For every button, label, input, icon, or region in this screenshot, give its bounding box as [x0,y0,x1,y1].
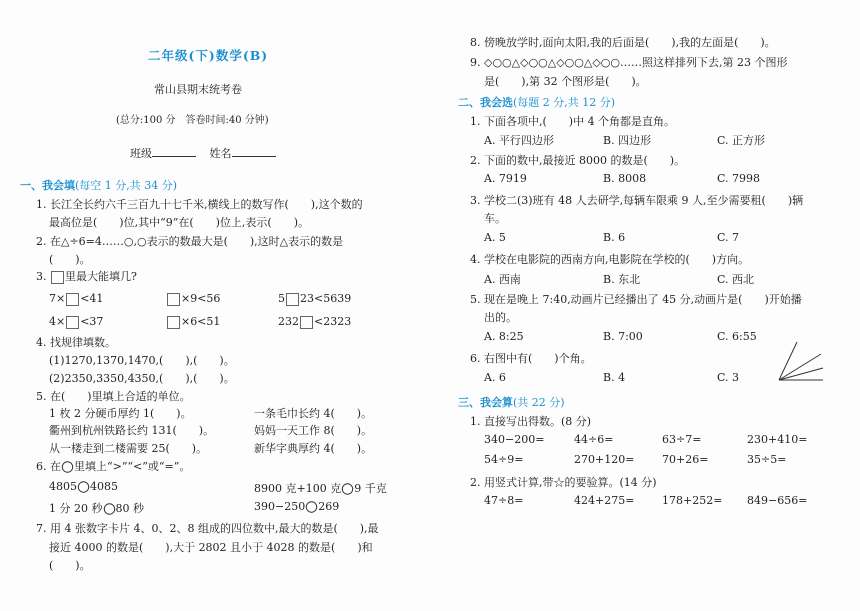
section1-heading [20,177,177,193]
q4-line1: (1)1270,1370,1470,( ),( )。 [49,354,235,367]
choice6-c[interactable]: C. 3 [717,371,740,384]
q3-item-b1: ×9<56 [166,292,220,306]
calc1-r2-4: 35÷5= [747,453,787,466]
answer-box[interactable] [66,293,79,306]
q8-text: 8. 傍晚放学时,面向太阳,我的后面是( ),我的左面是( )。 [470,36,776,49]
q3-item-b2: ×6<51 [166,315,220,329]
q2-line2: ( )。 [49,253,91,266]
calc1-r2-3: 70+26= [662,453,709,466]
q3-item-c1: 5 23<5639 [278,292,352,305]
q1-line1: 1. 长江全长约六千三百九十七千米,横线上的数写作( ),这个数的 [36,198,363,211]
q6-item-d: 390−250 269 [254,500,340,513]
answer-box[interactable] [300,316,313,329]
answer-box[interactable] [167,316,180,329]
calc2-4: 849−656= [747,494,808,507]
exam-info: (总分:100 分 答卷时间:40 分钟) [116,115,269,126]
q3-text: 里最大能填几? [65,270,137,283]
class-label: 班级 [130,147,152,160]
choice2-a[interactable]: A. 7919 [484,172,527,185]
q5-c: 衢州到杭州铁路长约 131( )。 [49,424,215,437]
q9-line1: 9. ◇○○△◇○○△◇○○△◇○○……照这样排列下去,第 23 个图形 [470,56,788,69]
q5-title: 5. 在( )里填上合适的单位。 [36,390,191,403]
q3-item-a1: 7× <41 [49,292,104,305]
calc1-r1-2: 44÷6= [574,433,614,446]
q3-number: 3. [36,270,47,283]
choice3-line1: 3. 学校二(3)班有 48 人去研学,每辆车限乘 9 人,至少需要租( )辆 [470,194,804,207]
exam-subtitle: 常山县期末统考卷 [154,83,242,96]
choice5-c[interactable]: C. 6:55 [717,330,757,343]
q7-line1: 7. 用 4 张数字卡片 4、0、2、8 组成的四位数中,最大的数是( ),最 [36,522,379,535]
choice5-b[interactable]: B. 7:00 [603,330,643,343]
q3-heading [36,268,137,284]
choice4-text: 4. 学校在电影院的西南方向,电影院在学校的( )方向。 [470,253,750,266]
choice2-c[interactable]: C. 7998 [717,172,761,185]
answer-box[interactable] [286,293,299,306]
choice4-a[interactable]: A. 西南 [484,273,521,286]
q1-line2: 最高位是( )位,其中“9”在( )位上,表示( )。 [49,216,309,229]
q6-item-c: 1 分 20 秒 80 秒 [49,502,144,515]
q5-b: 一条毛巾长约 4( )。 [254,407,373,420]
calc1-title: 1. 直接写出得数。(8 分) [470,415,592,428]
choice3-a[interactable]: A. 5 [484,231,506,244]
q6-item-b: 8900 克+100 克 9 千克 [254,482,387,495]
choice5-line2: 出的。 [484,311,517,324]
class-field[interactable] [152,156,196,157]
q2-line1: 2. 在△÷6=4……○,○表示的数最大是( ),这时△表示的数是 [36,235,344,248]
circle-blank[interactable] [341,483,354,495]
choice4-b[interactable]: B. 东北 [603,273,641,286]
q4-line2: (2)2350,3350,4350,( ),( )。 [49,372,235,385]
q6-heading: 6. 在 里填上“>”“<”或“=”。 [36,460,191,473]
choice2-b[interactable]: B. 8008 [603,172,647,185]
right-column [430,0,860,611]
q9-line2: 是( ),第 32 个图形是( )。 [484,75,647,88]
left-column [0,0,420,611]
answer-box [51,271,64,284]
q5-f: 新华字典厚约 4( )。 [254,442,373,455]
choice1-c[interactable]: C. 正方形 [717,134,766,147]
choice6-text: 6. 右图中有( )个角。 [470,352,592,365]
calc1-r2-1: 54÷9= [484,453,524,466]
section1-note: (每空 1 分,共 34 分) [75,179,178,192]
q7-line3: ( )。 [49,559,91,572]
choice1-a[interactable]: A. 平行四边形 [484,134,554,147]
q6-item-a: 4805 4085 [49,480,118,493]
section3-heading: 三、我会算(共 22 分) [458,396,565,409]
choice3-b[interactable]: B. 6 [603,231,626,244]
angle-figure [775,340,825,384]
choice4-c[interactable]: C. 西北 [717,273,755,286]
choice6-a[interactable]: A. 6 [484,371,506,384]
student-fields [130,145,276,161]
calc1-r2-2: 270+120= [574,453,635,466]
choice2-text: 2. 下面的数中,最接近 8000 的数是( )。 [470,154,686,167]
name-field[interactable] [232,156,276,157]
choice3-c[interactable]: C. 7 [717,231,740,244]
calc1-r1-4: 230+410= [747,433,808,446]
circle-blank[interactable] [305,501,318,513]
choice5-line1: 5. 现在是晚上 7:40,动画片已经播出了 45 分,动画片是( )开始播 [470,293,802,306]
choice6-b[interactable]: B. 4 [603,371,626,384]
choice5-a[interactable]: A. 8:25 [484,330,524,343]
calc2-title: 2. 用竖式计算,带☆的要验算。(14 分) [470,476,657,489]
q5-e: 从一楼走到二楼需要 25( )。 [49,442,208,455]
choice1-b[interactable]: B. 四边形 [603,134,652,147]
q5-a: 1 枚 2 分硬币厚约 1( )。 [49,407,192,420]
section2-heading: 二、我会选(每题 2 分,共 12 分) [458,96,616,109]
name-label: 姓名 [209,147,232,160]
q4-title: 4. 找规律填数。 [36,336,116,349]
calc2-2: 424+275= [574,494,635,507]
calc1-r1-1: 340−200= [484,433,545,446]
q3-item-a2: 4× <37 [49,315,104,328]
circle-blank[interactable] [77,481,90,493]
calc2-1: 47÷8= [484,494,524,507]
section1-title: 一、我会填 [20,179,75,192]
q3-item-c2: 232 <2323 [278,315,352,328]
q7-line2: 接近 4000 的数是( ),大于 2802 且小于 4028 的数是( )和 [49,541,373,554]
answer-box[interactable] [66,316,79,329]
exam-title: 二年级(下)数学(B) [148,48,269,63]
q5-d: 妈妈一天工作 8( )。 [254,424,373,437]
circle-icon [61,461,74,473]
answer-box[interactable] [167,293,180,306]
calc2-3: 178+252= [662,494,723,507]
choice3-line2: 车。 [484,212,506,225]
choice1-text: 1. 下面各项中,( )中 4 个角都是直角。 [470,115,676,128]
calc1-r1-3: 63÷7= [662,433,702,446]
circle-blank[interactable] [103,503,116,515]
